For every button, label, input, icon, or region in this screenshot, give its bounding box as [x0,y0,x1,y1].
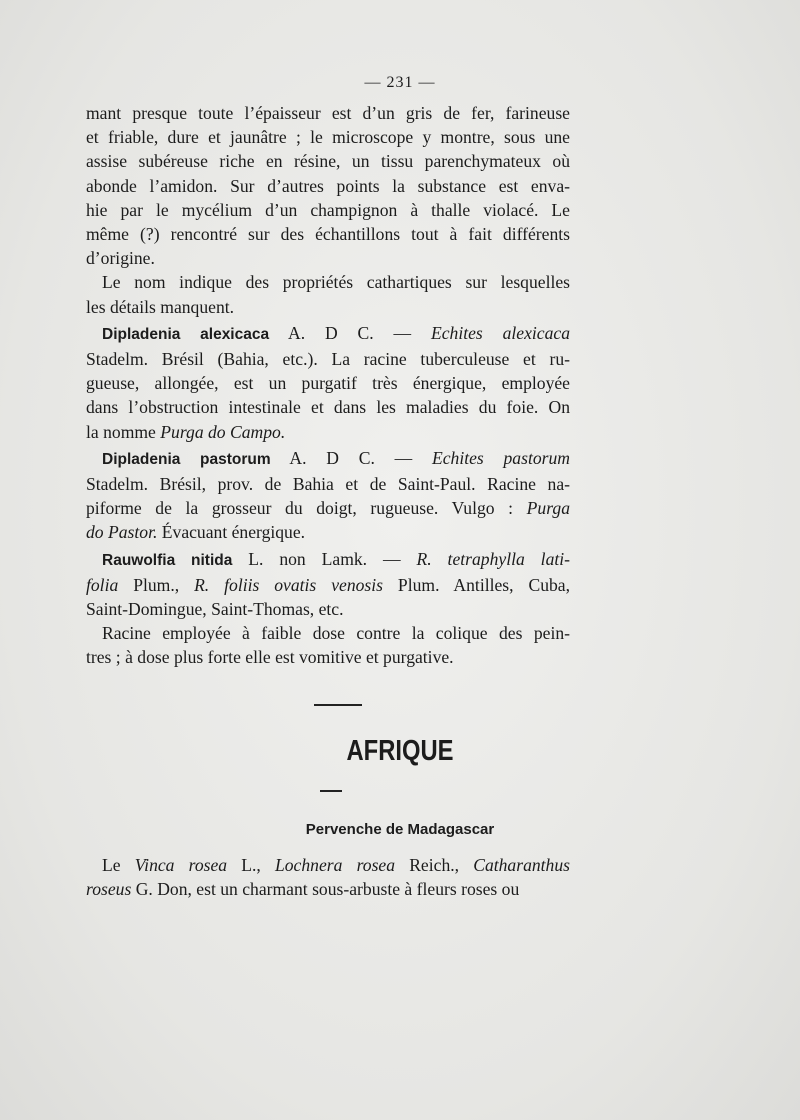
entry-line [86,520,570,544]
entry-dipladenia-pastorum-heading [86,446,570,472]
vernacular-name: Purga do Campo. [160,421,286,442]
synonym: R. tetraphylla lati- [416,548,570,569]
paragraph-1-line: et friable, dure et jaunâtre ; le microscope y montre, sous une [86,127,570,148]
synonym: folia [86,574,119,595]
vinca-line [86,853,570,877]
paragraph-1-line: abonde l’amidon. Sur d’autres points la substance est enva- [86,175,570,196]
subsection-title: Pervenche de Madagascar [305,821,495,838]
entry-line [86,496,570,520]
entry-text: Plum., [118,574,195,595]
entry-line: dans l’obstruction intestinale et dans les maladies du foie. On [86,397,570,418]
section-title: AFRIQUE [346,735,454,767]
author-citation: L. non Lamk. — [232,548,417,569]
synonym: Echites pastorum [431,447,570,468]
entry-text: Le [102,855,135,875]
paragraph-2-line: Le nom indique des propriétés cathartiques sur lesquelles [102,272,570,293]
vernacular-name: Purga [526,498,570,519]
entry-text: L., [227,855,275,875]
entry-text: Plum. Antilles, Cuba, [383,574,570,595]
entry-line: gueuse, allongée, est un purgatif très énergique, employée [86,373,570,394]
paragraph-1-line: d’origine. [86,248,155,269]
paragraph-racine-line: tres ; à dose plus forte elle est vomitive et purgative. [86,647,454,668]
entry-rauwolfia-heading [86,547,570,573]
species-name: Rauwolfia nitida [102,551,233,569]
paragraph-2-line: les détails manquent. [86,296,235,317]
main-text [86,101,570,670]
entry-line: Saint-Domingue, Saint-Thomas, etc. [86,599,344,620]
species-name: roseus [86,879,132,900]
entry-text: piforme de la grosseur du doigt, rugueuse. Vulgo : [86,498,527,519]
synonym: Echites alexicaca [430,322,571,343]
species-name: Vinca rosea [134,855,228,875]
vernacular-name: do Pastor. [86,522,158,543]
title-underline-rule [320,790,342,792]
paragraph-1-line: hie par le mycélium d’un champignon à thalle violacé. Le [86,199,570,220]
paragraph-1-line: assise subéreuse riche en résine, un tissu parenchymateux où [86,151,570,172]
species-name: Dipladenia pastorum [102,450,271,468]
synonym: R. foliis ovatis venosis [194,574,383,595]
entry-dipladenia-alexicaca-heading [86,321,570,347]
author-citation: A. D C. — [269,322,431,343]
paragraph-1-line: mant presque toute l’épaisseur est d’un gris de fer, farineuse [86,103,570,123]
entry-line: Stadelm. Brésil, prov. de Bahia et de Saint-Paul. Racine na- [86,474,570,495]
species-name: Dipladenia alexicaca [102,325,270,343]
paragraph-racine-line: Racine employée à faible dose contre la colique des pein- [102,623,570,644]
entry-line [86,573,570,597]
entry-line: Stadelm. Brésil (Bahia, etc.). La racine tuberculeuse et ru- [86,349,570,370]
vinca-text [86,853,570,901]
page-number: — 231 — [364,74,436,91]
species-name: Lochnera rosea [274,855,396,875]
species-name: Catharanthus [473,855,570,875]
section-divider-rule [314,704,362,706]
author-citation: A. D C. — [270,447,432,468]
vinca-line [86,877,570,901]
paragraph-1-line: même (?) rencontré sur des échantillons tout à fait différents [86,224,570,245]
entry-text: Évacuant énergique. [157,522,306,543]
entry-text: Reich., [395,855,474,875]
entry-text: la nomme [86,421,161,442]
entry-line [86,420,570,444]
entry-text: G. Don, est un charmant sous-arbuste à fleurs roses ou [131,879,520,900]
